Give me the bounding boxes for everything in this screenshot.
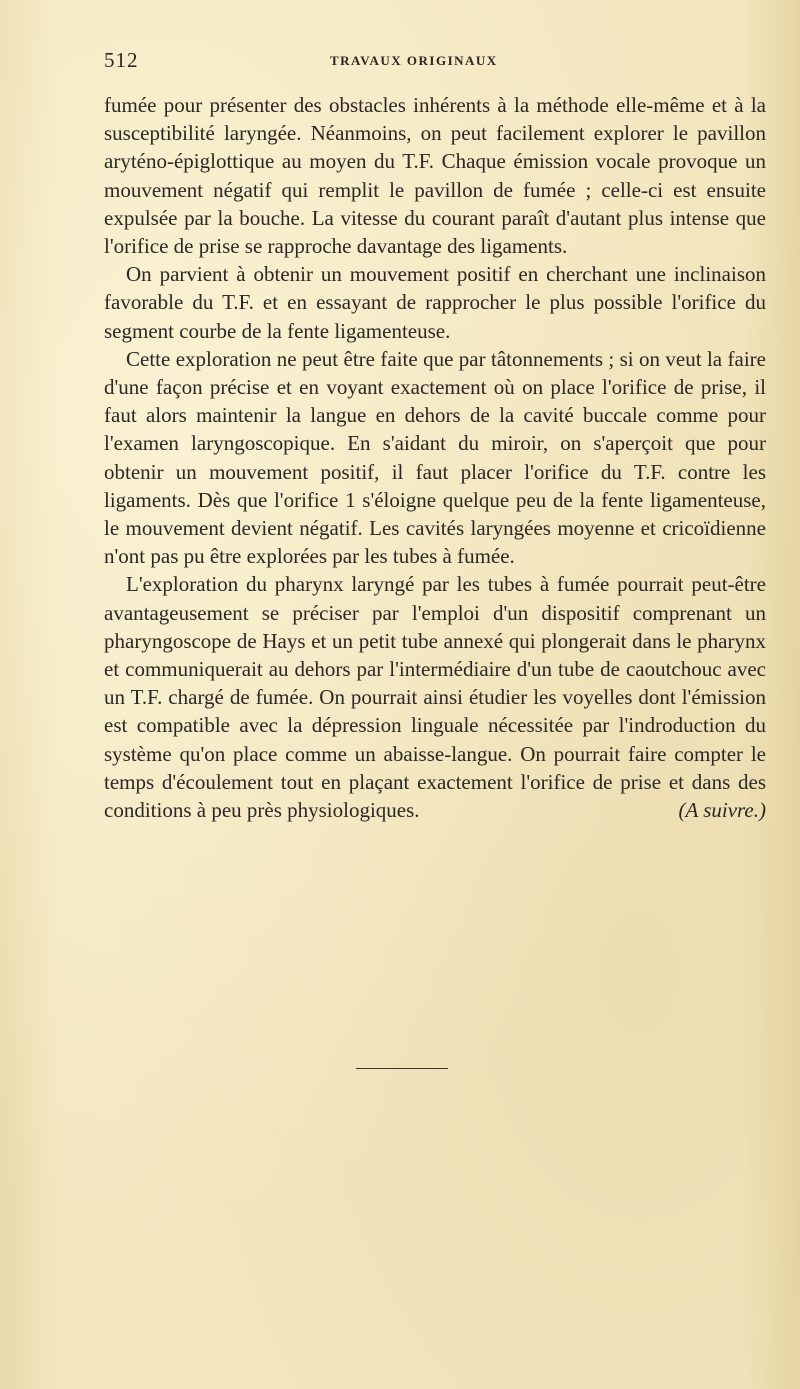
page-number: 512: [104, 48, 139, 72]
running-title: TRAVAUX ORIGINAUX: [330, 53, 498, 68]
continuation-note: (A suivre.): [678, 798, 766, 823]
section-divider-rule: [356, 1068, 448, 1069]
paragraph-4: L'exploration du pharynx laryngé par les tubes à fumée pourrait peut-être avantageusement se préciser par l'emploi d'un dispositif comprenant un pharyngoscope de Hays et un petit tube annexé qui plongerait dans le pharynx et communiquerait au dehors par l'intermédiaire d'un tube de caoutchouc avec un T.F. chargé de fumée. On pourrait ainsi étudier les voyelles dont l'émission est compatible avec la dépression linguale nécessitée par l'indroduction du système qu'on place comme un abaisse-langue. On pourrait faire compter le temps d'écoulement tout en plaçant exactement l'orifice de prise et dans des conditions à peu près physiologiques.: [104, 572, 766, 823]
article-body: [104, 91, 766, 824]
paragraph-3: Cette exploration ne peut être faite que par tâtonnements ; si on veut la faire d'une façon précise et en voyant exactement où on place l'orifice de prise, il faut alors maintenir la langue en dehors de la cavité buccale comme pour l'examen laryngoscopique. En s'aidant du miroir, on s'aperçoit que pour obtenir un mouvement positif, il faut placer l'orifice du T.F. contre les ligaments. Dès que l'orifice 1 s'éloigne quelque peu de la fente ligamenteuse, le mouvement devient négatif. Les cavités laryngées moyenne et cricoïdienne n'ont pas pu être explorées par les tubes à fumée.: [104, 346, 766, 569]
page-header: [104, 48, 764, 78]
paragraph-1: fumée pour présenter des obstacles inhérents à la méthode elle-même et à la susceptibilité laryngée. Néanmoins, on peut facilement explorer le pavillon aryténo-épiglottique au moyen du T.F. Chaque émission vocale provoque un mouvement négatif qui remplit le pavillon de fumée ; celle-ci est ensuite expulsée par la bouche. La vitesse du courant paraît d'autant plus intense que l'orifice de prise se rapproche davantage des ligaments.: [104, 93, 766, 259]
paragraph-2: On parvient à obtenir un mouvement positif en cherchant une inclinaison favorable du T.F. et en essayant de rapprocher le plus possible l'orifice du segment courbe de la fente ligamenteuse.: [104, 262, 766, 343]
